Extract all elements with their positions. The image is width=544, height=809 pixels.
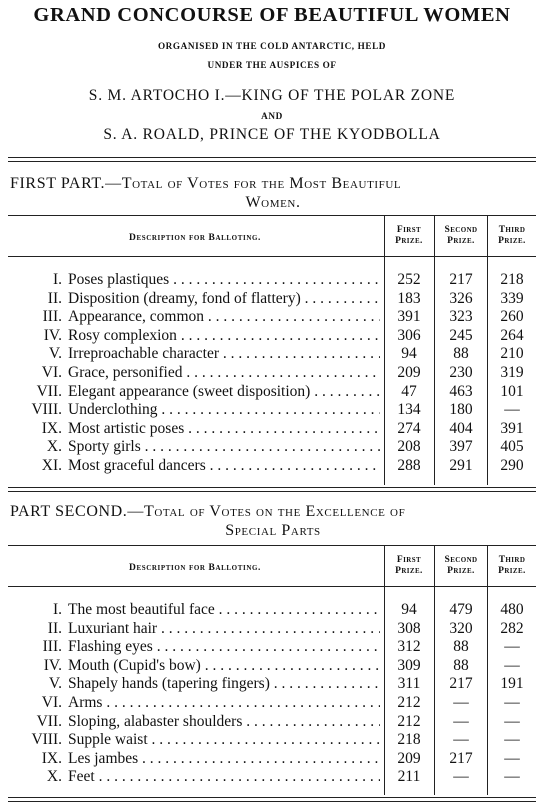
part1-col-first-h2: Prize. — [395, 236, 423, 246]
row-description-text: Sloping, alabaster shoulders — [68, 712, 243, 730]
third-prize-votes: — — [504, 749, 520, 767]
part2-title — [10, 502, 536, 540]
table-row — [0, 750, 544, 769]
row-description — [68, 401, 380, 420]
row-description-text: Irreproachable character — [68, 345, 220, 363]
table-row — [0, 327, 544, 346]
second-prize-votes: 397 — [449, 438, 473, 456]
part1-col-second-header — [436, 225, 486, 247]
table-row — [0, 657, 544, 676]
table-row — [0, 675, 544, 694]
row-description-text: Rosy complexion — [68, 326, 177, 344]
table-row — [0, 438, 544, 457]
row-description — [68, 271, 380, 290]
row-number: X. — [46, 438, 62, 456]
first-prize-votes: 183 — [397, 289, 421, 307]
row-description — [68, 731, 380, 750]
row-description-text: Mouth (Cupid's bow) — [68, 656, 201, 674]
table-row — [0, 731, 544, 750]
row-number: VIII. — [31, 401, 62, 419]
row-description-text: Feet — [68, 768, 95, 786]
second-prize-votes: — — [453, 712, 469, 730]
ruler-line-1: S. M. ARTOCHO I.—KING OF THE POLAR ZONE — [88, 87, 456, 104]
double-rule-middle — [8, 487, 536, 492]
table-row — [0, 713, 544, 732]
table-row — [0, 383, 544, 402]
row-number: VIII. — [31, 731, 62, 749]
first-prize-votes: 208 — [397, 438, 421, 456]
row-description-text: Appearance, common — [68, 308, 204, 326]
part1-col-third-header — [489, 225, 535, 247]
subtitle-line-2: UNDER THE AUSPICES OF — [207, 60, 337, 70]
part2-col-third-h2: Prize. — [498, 566, 526, 576]
part1-col-third-h1: Third — [498, 225, 526, 235]
row-number: IV. — [43, 326, 62, 344]
table-row — [0, 457, 544, 476]
second-prize-votes: 404 — [449, 419, 473, 437]
third-prize-votes: 191 — [500, 675, 524, 693]
first-prize-votes: 308 — [397, 619, 421, 637]
row-description — [68, 768, 380, 787]
third-prize-votes: 210 — [500, 345, 524, 363]
row-number: II. — [47, 619, 62, 637]
part2-col-first-h1: First — [396, 555, 422, 565]
double-rule-top — [8, 157, 536, 162]
third-prize-votes: 319 — [500, 364, 524, 381]
row-description — [68, 438, 380, 457]
row-description-text: Shapely hands (tapering fingers) — [68, 675, 270, 693]
table-row — [0, 271, 544, 290]
part1-title-rest: Total of Votes for the Most Beautiful — [121, 175, 402, 192]
third-prize-votes: 480 — [500, 601, 524, 618]
table-row — [0, 420, 544, 439]
row-number: X. — [46, 768, 62, 786]
table-row — [0, 638, 544, 657]
third-prize-votes: — — [504, 656, 520, 674]
second-prize-votes: 320 — [449, 619, 473, 637]
first-prize-votes: 209 — [397, 364, 421, 381]
third-prize-votes: 290 — [500, 457, 524, 474]
third-prize-votes: — — [504, 638, 520, 656]
first-prize-votes: 311 — [397, 675, 421, 693]
second-prize-votes: 88 — [453, 638, 469, 656]
second-prize-votes: — — [453, 731, 469, 749]
second-prize-votes: 463 — [449, 382, 473, 400]
row-description — [68, 620, 380, 639]
first-prize-votes: 252 — [397, 271, 421, 288]
second-prize-votes: 230 — [449, 364, 473, 381]
first-prize-votes: 309 — [397, 656, 421, 674]
row-number: II. — [47, 289, 62, 307]
table-row — [0, 620, 544, 639]
row-description — [68, 675, 380, 694]
row-number: V. — [48, 675, 62, 693]
second-prize-votes: 479 — [449, 601, 473, 618]
part2-col-third-h1: Third — [498, 555, 526, 565]
row-description-text: Poses plastiques — [68, 271, 170, 288]
row-number: IX. — [41, 419, 62, 437]
third-prize-votes: 282 — [500, 619, 524, 637]
row-description-text: Most graceful dancers — [68, 457, 206, 474]
first-prize-votes: 47 — [401, 382, 417, 400]
part1-col-second-h1: Second — [444, 225, 478, 235]
row-description — [68, 345, 380, 364]
second-prize-votes: 326 — [449, 289, 473, 307]
row-number: IV. — [43, 656, 62, 674]
row-number: VII. — [36, 712, 62, 730]
part2-col-third-header — [489, 555, 535, 577]
second-prize-votes: 180 — [449, 401, 473, 419]
first-prize-votes: 218 — [397, 731, 421, 749]
row-number: VI. — [41, 364, 62, 381]
part2-col-second-h2: Prize. — [447, 566, 475, 576]
second-prize-votes: 323 — [449, 308, 473, 326]
table-row — [0, 601, 544, 620]
row-description — [68, 750, 380, 769]
first-prize-votes: 211 — [397, 768, 421, 786]
row-number: III. — [42, 638, 62, 656]
first-prize-votes: 212 — [397, 694, 421, 711]
part2-col-second-h1: Second — [444, 555, 478, 565]
row-description-text: Flashing eyes — [68, 638, 153, 656]
row-description-text: Grace, personified — [68, 364, 183, 381]
part1-col-first-h1: First — [396, 225, 422, 235]
first-prize-votes: 212 — [397, 712, 421, 730]
third-prize-votes: — — [504, 768, 520, 786]
row-description — [68, 308, 380, 327]
table-row — [0, 694, 544, 713]
table-row — [0, 308, 544, 327]
row-description-text: Les jambes — [68, 749, 139, 767]
subtitle-line-1: ORGANISED IN THE COLD ANTARCTIC, HELD — [157, 41, 387, 51]
row-number: IX. — [41, 749, 62, 767]
second-prize-votes: 217 — [449, 675, 473, 693]
row-number: VII. — [36, 382, 62, 400]
first-prize-votes: 312 — [397, 638, 421, 656]
third-prize-votes: 391 — [500, 419, 524, 437]
table-row — [0, 401, 544, 420]
row-description — [68, 694, 380, 713]
table-row — [0, 768, 544, 787]
row-description — [68, 713, 380, 732]
first-prize-votes: 306 — [397, 326, 421, 344]
table-row — [0, 345, 544, 364]
third-prize-votes: 405 — [500, 438, 524, 456]
part2-col-first-h2: Prize. — [395, 566, 423, 576]
row-description — [68, 327, 380, 346]
page-title: GRAND CONCOURSE OF BEAUTIFUL WOMEN — [33, 4, 511, 26]
row-description — [68, 290, 380, 309]
part2-title-main: PART SECOND.— — [10, 503, 144, 520]
row-description-text: Supple waist — [68, 731, 148, 749]
row-description — [68, 657, 380, 676]
row-number: VI. — [41, 694, 62, 711]
row-description-text: Luxuriant hair — [68, 619, 158, 637]
part2-title-rest: Total of Votes on the Excellence of — [144, 503, 406, 520]
third-prize-votes: 218 — [500, 271, 524, 288]
second-prize-votes: — — [453, 768, 469, 786]
part1-col-second-h2: Prize. — [447, 236, 475, 246]
part2-title-line2: Special Parts — [225, 522, 321, 539]
third-prize-votes: — — [504, 401, 520, 419]
third-prize-votes: — — [504, 731, 520, 749]
row-description-text: Disposition (dreamy, fond of flattery) — [68, 289, 301, 307]
row-description — [68, 457, 380, 476]
second-prize-votes: 217 — [449, 271, 473, 288]
first-prize-votes: 94 — [401, 601, 417, 618]
third-prize-votes: 260 — [500, 308, 524, 326]
row-description-text: The most beautiful face — [68, 601, 215, 618]
first-prize-votes: 288 — [397, 457, 421, 474]
part1-title-line2: Women. — [245, 194, 301, 211]
part1-header-top-rule — [8, 215, 536, 216]
row-description-text: Most artistic poses — [68, 419, 185, 437]
table-row — [0, 290, 544, 309]
row-description — [68, 601, 380, 620]
first-prize-votes: 391 — [397, 308, 421, 326]
first-prize-votes: 134 — [397, 401, 421, 419]
part1-title — [10, 174, 536, 212]
ruler-line-2: S. A. ROALD, PRINCE OF THE KYODBOLLA — [103, 126, 441, 143]
third-prize-votes: 101 — [500, 382, 524, 400]
part2-header-bottom-rule — [8, 586, 536, 587]
second-prize-votes: 245 — [449, 326, 473, 344]
row-number: I. — [52, 271, 62, 288]
first-prize-votes: 274 — [397, 419, 421, 437]
row-description-text: Elegant appearance (sweet disposition) — [68, 382, 311, 400]
third-prize-votes: 339 — [500, 289, 524, 307]
first-prize-votes: 209 — [397, 749, 421, 767]
double-rule-bottom — [8, 797, 536, 802]
second-prize-votes: 217 — [449, 749, 473, 767]
part2-header-top-rule — [8, 545, 536, 546]
row-number: III. — [42, 308, 62, 326]
and-line: AND — [261, 111, 283, 121]
part1-title-main: FIRST PART.— — [10, 175, 122, 192]
second-prize-votes: — — [453, 694, 469, 711]
row-description — [68, 420, 380, 439]
second-prize-votes: 291 — [449, 457, 473, 474]
row-number: V. — [48, 345, 62, 363]
second-prize-votes: 88 — [453, 656, 469, 674]
third-prize-votes: — — [504, 694, 520, 711]
first-prize-votes: 94 — [401, 345, 417, 363]
part2-desc-header: Description for Balloting. — [129, 563, 261, 573]
row-description — [68, 383, 380, 402]
part1-col-third-h2: Prize. — [498, 236, 526, 246]
table-row — [0, 364, 544, 383]
second-prize-votes: 88 — [453, 345, 469, 363]
row-description — [68, 364, 380, 383]
part1-header-bottom-rule — [8, 256, 536, 257]
part2-col-second-header — [436, 555, 486, 577]
row-number: I. — [52, 601, 62, 618]
row-description-text: Arms — [68, 694, 103, 711]
third-prize-votes: 264 — [500, 326, 524, 344]
row-description-text: Underclothing — [68, 401, 158, 419]
row-description-text: Sporty girls — [68, 438, 141, 456]
part1-col-first-header — [386, 225, 432, 247]
row-description — [68, 638, 380, 657]
row-number: XI. — [41, 457, 62, 474]
part1-desc-header: Description for Balloting. — [129, 233, 261, 243]
third-prize-votes: — — [504, 712, 520, 730]
part2-col-first-header — [386, 555, 432, 577]
